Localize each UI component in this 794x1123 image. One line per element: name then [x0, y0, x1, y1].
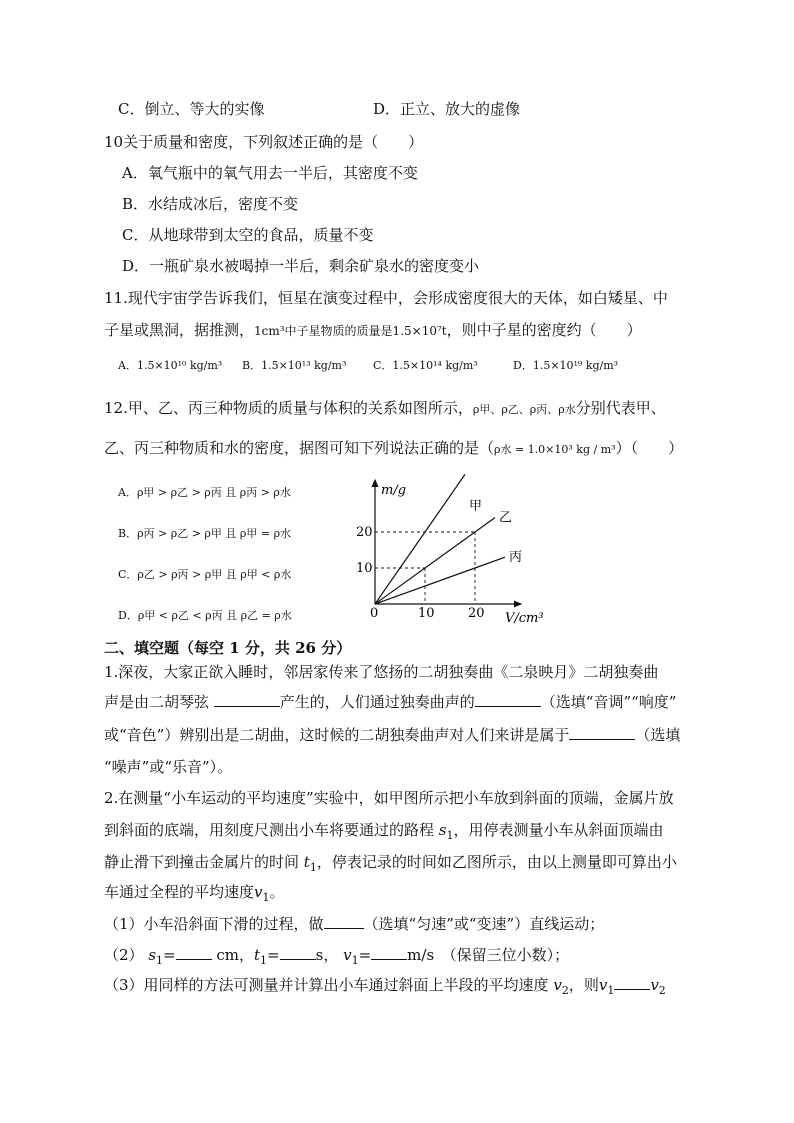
q10-option-a: A．氧气瓶中的氧气用去一半后，其密度不变	[122, 164, 418, 182]
origin-label: 0	[370, 606, 379, 621]
q12-option-c: C．ρ乙 > ρ丙 > ρ甲 且 ρ甲 < ρ水	[118, 568, 292, 581]
series-label-yi: 乙	[499, 510, 513, 526]
q11-stem-line2: 子星或黑洞，据推测，1cm³中子星物质的质量是1.5×10⁷t，则中子星的密度约（ ）	[104, 321, 642, 339]
fill2-line2: 到斜面的底端，用刻度尺测出小车将要通过的路程 $s_1$，用停表测量小车从斜面顶端由	[104, 821, 664, 842]
fill2-blank-motion[interactable]	[324, 914, 364, 929]
fill2-line1: 2.在测量“小车运动的平均速度”实验中，如甲图所示把小车放到斜面的顶端，金属片放	[104, 789, 674, 807]
x-tick-label-20: 20	[468, 606, 485, 621]
fill1-line4: “噪声”或“乐音”）。	[104, 758, 233, 776]
fill1-blank-3[interactable]	[569, 725, 635, 740]
q12-option-d: D．ρ甲 < ρ乙 < ρ丙 且 ρ乙 = ρ水	[118, 609, 292, 622]
y-tick-label-10: 10	[356, 561, 373, 576]
fill2-blank-compare[interactable]	[614, 975, 650, 990]
fill2-part3: （3）用同样的方法可测量并计算出小车通过斜面上半段的平均速度 $v_2$，则$v_1$ $v_2$	[104, 976, 666, 997]
q12-stem-line1: 12.甲、乙、丙三种物质的质量与体积的关系如图所示，ρ甲、ρ乙、ρ丙、ρ水分别代表甲、	[104, 399, 666, 417]
y-axis-label: m/g	[381, 483, 407, 498]
series-label-bing: 丙	[509, 550, 523, 566]
q12-stem-line2: 乙、丙三种物质和水的密度，据图可知下列说法正确的是（ρ水 = 1.0×10³ kg / m³）（ ）	[104, 439, 684, 457]
mass-volume-chart	[345, 474, 550, 632]
q10-option-c: C．从地球带到太空的食品，质量不变	[122, 226, 374, 244]
x-tick-label-10: 10	[418, 606, 435, 621]
y-tick-label-20: 20	[356, 525, 373, 540]
q11-option-a: A．1.5×10¹⁰ kg/m³	[118, 359, 223, 372]
series-label-jia: 甲	[469, 499, 483, 514]
fill2-line3: 静止滑下到撞击金属片的时间 $t_1$，停表记录的时间如乙图所示，由以上测量即可算出小	[104, 853, 677, 874]
q9-option-d: D．正立、放大的虚像	[373, 100, 521, 118]
fill1-line2: 声是由二胡琴弦 产生的，人们通过独奏曲声的 （选填“音调”“响度”	[104, 693, 677, 711]
q11-option-b: B．1.5×10¹³ kg/m³	[242, 359, 347, 372]
q10-option-d: D．一瓶矿泉水被喝掉一半后，剩余矿泉水的密度变小	[122, 257, 480, 275]
fill2-blank-s1[interactable]	[176, 945, 212, 960]
q11-option-d: D．1.5×10¹⁹ kg/m³	[513, 359, 619, 372]
q10-stem: 10关于质量和密度，下列叙述正确的是（ ）	[104, 133, 424, 151]
series-line-yi	[375, 518, 495, 604]
fill2-blank-t1[interactable]	[280, 945, 316, 960]
fill2-line4: 车通过全程的平均速度$v_1$。	[104, 883, 285, 904]
q11-stem-line1: 11.现代宇宙学告诉我们，恒星在演变过程中，会形成密度很大的天体，如白矮星、中	[104, 289, 668, 307]
q9-option-c: C．倒立、等大的实像	[118, 100, 265, 118]
q12-option-b: B．ρ丙 > ρ乙 > ρ甲 且 ρ甲 = ρ水	[118, 527, 292, 540]
q10-option-b: B．水结成冰后，密度不变	[122, 195, 299, 213]
fill1-blank-1[interactable]	[214, 692, 280, 707]
series-line-bing	[375, 557, 505, 604]
x-axis-label: V/cm³	[505, 611, 544, 626]
fill2-blank-v1[interactable]	[371, 945, 407, 960]
fill1-line1: 1.深夜，大家正欲入睡时，邻居家传来了悠扬的二胡独奏曲《二泉映月》二胡独奏曲	[104, 663, 659, 681]
q11-option-c: C．1.5×10¹⁴ kg/m³	[373, 359, 478, 372]
fill1-line3: 或“音色”）辨别出是二胡曲，这时候的二胡独奏曲声对人们来讲是属于 （选填	[104, 726, 681, 744]
fill2-part1: （1）小车沿斜面下滑的过程，做 （选填“匀速”或“变速”）直线运动；	[104, 915, 605, 933]
fill1-blank-2[interactable]	[475, 692, 541, 707]
q12-option-a: A．ρ甲 > ρ乙 > ρ丙 且 ρ丙 > ρ水	[118, 486, 291, 499]
fill2-part2: （2） $s_1=$ cm，$t_1= s$， $v_1= m/s$ （保留三位小数）；	[104, 946, 570, 967]
section-title: 二、填空题（每空 1 分，共 26 分）	[104, 639, 352, 657]
